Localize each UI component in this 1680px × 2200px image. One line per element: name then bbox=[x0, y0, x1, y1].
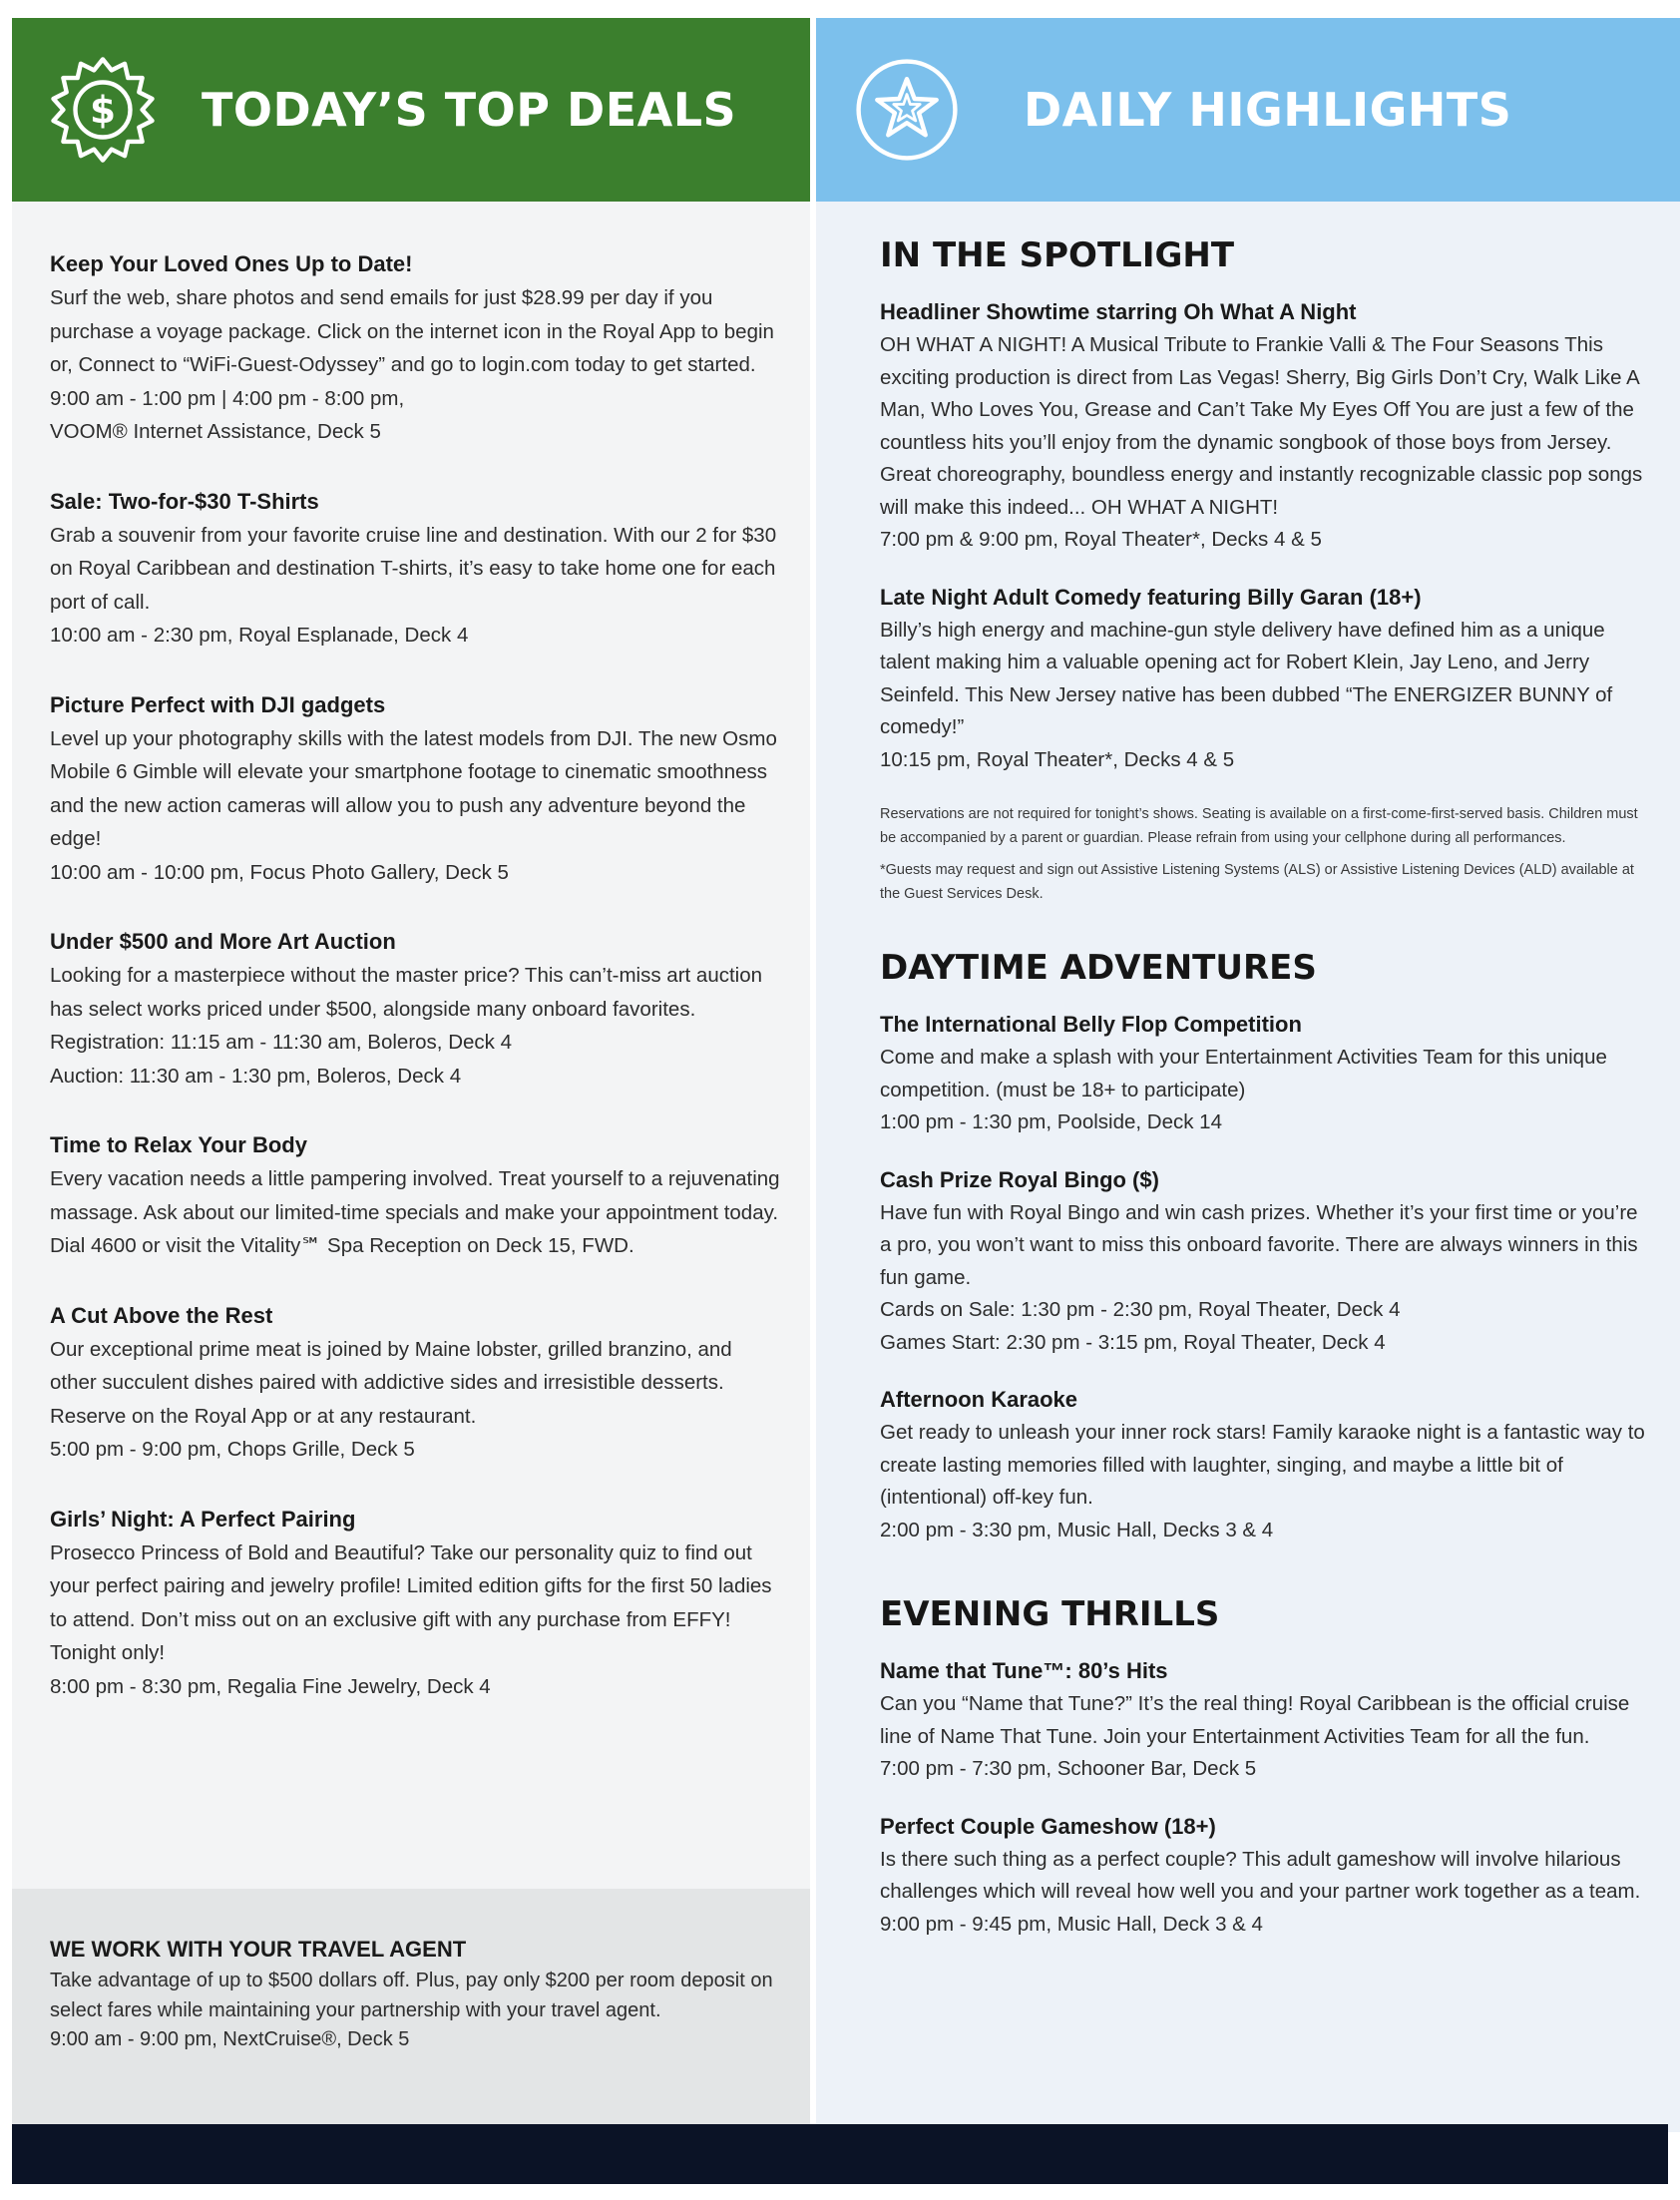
event-title: Keep Your Loved Ones Up to Date! bbox=[50, 251, 413, 276]
event-time-location: 9:00 pm - 9:45 pm, Music Hall, Deck 3 & 4 bbox=[880, 1912, 1263, 1936]
event-title: Picture Perfect with DJI gadgets bbox=[50, 691, 386, 717]
event-time-location: 10:00 am - 2:30 pm, Royal Esplanade, Deck 4 bbox=[50, 624, 469, 647]
event-title: Perfect Couple Gameshow (18+) bbox=[880, 1813, 1216, 1839]
event-time-location: Auction: 11:30 am - 1:30 pm, Boleros, Deck 4 bbox=[50, 1064, 462, 1088]
travel-agent-detail: 9:00 am - 9:00 pm, NextCruise®, Deck 5 bbox=[50, 2028, 410, 2050]
daily-highlights-title: DAILY HIGHLIGHTS bbox=[1024, 83, 1512, 137]
event-item bbox=[50, 690, 780, 890]
event-title: Time to Relax Your Body bbox=[50, 1132, 307, 1157]
travel-agent-body: Take advantage of up to $500 dollars off. Plus, pay only $200 per room deposit on select fares while maintaining your partnership with your travel agent. bbox=[50, 1970, 773, 2021]
event-item bbox=[50, 249, 780, 449]
event-item bbox=[50, 487, 780, 653]
travel-agent-title: WE WORK WITH YOUR TRAVEL AGENT bbox=[50, 1937, 467, 1962]
event-title: Under $500 and More Art Auction bbox=[50, 929, 396, 954]
reservation-note: Reservations are not required for tonight’s shows. Seating is available on a first-come-first-served basis. Children must be accompanied by a parent or guardian. Please refrain from using your cellphone during all performances. bbox=[880, 806, 1638, 846]
event-time-location: Dial 4600 or visit the Vitality℠ Spa Reception on Deck 15, FWD. bbox=[50, 1234, 634, 1257]
evening-list bbox=[880, 1656, 1646, 1941]
event-description: Can you “Name that Tune?” It’s the real thing! Royal Caribbean is the official cruise line of Name That Tune. Join your Entertainment Activities Team for all the fun. bbox=[880, 1692, 1630, 1748]
event-title: A Cut Above the Rest bbox=[50, 1302, 273, 1328]
daily-highlights-banner bbox=[816, 18, 1680, 202]
event-item bbox=[880, 583, 1646, 777]
event-item bbox=[880, 1165, 1646, 1360]
spotlight-heading: IN THE SPOTLIGHT bbox=[880, 235, 1235, 275]
event-time-location: 10:00 am - 10:00 pm, Focus Photo Gallery, Deck 5 bbox=[50, 860, 509, 884]
top-deals-panel bbox=[12, 202, 810, 2120]
top-deals-title: TODAY’S TOP DEALS bbox=[202, 83, 737, 137]
event-title: Late Night Adult Comedy featuring Billy Garan (18+) bbox=[880, 584, 1422, 610]
daytime-heading: DAYTIME ADVENTURES bbox=[880, 948, 1317, 988]
event-item bbox=[880, 297, 1646, 557]
event-time-location: Cards on Sale: 1:30 pm - 2:30 pm, Royal Theater, Deck 4 bbox=[880, 1298, 1401, 1321]
event-item bbox=[50, 1301, 780, 1467]
event-title: Headliner Showtime starring Oh What A Night bbox=[880, 299, 1357, 324]
event-description: Prosecco Princess of Bold and Beautiful? Take our personality quiz to find out your perfect pairing and jewelry profile! Limited edition gifts for the first 50 ladies to attend. Don’t miss out on an exclusive gift with any purchase from EFFY! Tonight only! bbox=[50, 1540, 772, 1664]
event-time-location: 7:00 pm - 7:30 pm, Schooner Bar, Deck 5 bbox=[880, 1757, 1257, 1780]
svg-text:$: $ bbox=[89, 88, 117, 133]
event-title: The International Belly Flop Competition bbox=[880, 1012, 1302, 1037]
event-description: Is there such thing as a perfect couple? This adult gameshow will involve hilarious challenges which will reveal how well you and your partner work together as a team. bbox=[880, 1847, 1641, 1903]
event-description: Level up your photography skills with the latest models from DJI. The new Osmo Mobile 6 Gimble will elevate your smartphone footage to cinematic smoothness and the new action cameras will allow you to push any adventure beyond the edge! bbox=[50, 726, 777, 850]
daytime-list bbox=[880, 1010, 1646, 1546]
event-time-location: 2:00 pm - 3:30 pm, Music Hall, Decks 3 & 4 bbox=[880, 1518, 1274, 1541]
event-title: Sale: Two-for-$30 T-Shirts bbox=[50, 488, 319, 514]
travel-agent-box bbox=[12, 1889, 810, 2145]
event-time-location: Games Start: 2:30 pm - 3:15 pm, Royal Theater, Deck 4 bbox=[880, 1330, 1386, 1354]
event-item bbox=[880, 1656, 1646, 1786]
event-description: Grab a souvenir from your favorite cruise line and destination. With our 2 for $30 on Royal Caribbean and destination T-shirts, it’s easy to take home one for each port of call. bbox=[50, 523, 777, 614]
event-time-location: VOOM® Internet Assistance, Deck 5 bbox=[50, 420, 381, 443]
event-time-location: Registration: 11:15 am - 11:30 am, Boleros, Deck 4 bbox=[50, 1031, 512, 1054]
event-time-location: 1:00 pm - 1:30 pm, Poolside, Deck 14 bbox=[880, 1110, 1222, 1133]
event-title: Name that Tune™: 80’s Hits bbox=[880, 1658, 1168, 1683]
top-deals-banner bbox=[12, 18, 810, 202]
spotlight-list bbox=[880, 297, 1646, 776]
event-description: Get ready to unleash your inner rock stars! Family karaoke night is a fantastic way to create lasting memories filled with laughter, singing, and maybe a little bit of (intentional) off-key fun. bbox=[880, 1421, 1645, 1509]
daily-highlights-panel bbox=[816, 202, 1680, 2132]
event-description: Have fun with Royal Bingo and win cash prizes. Whether it’s your first time or you’re a pro, you won’t want to miss this onboard favorite. There are always winners in this fun game. bbox=[880, 1200, 1638, 1289]
event-item bbox=[50, 1505, 780, 1704]
event-item bbox=[50, 1130, 780, 1263]
event-title: Afternoon Karaoke bbox=[880, 1387, 1078, 1412]
star-circle-icon bbox=[852, 55, 962, 165]
event-description: Come and make a splash with your Entertainment Activities Team for this unique competition. (must be 18+ to participate) bbox=[880, 1046, 1607, 1101]
daily-highlights-column bbox=[816, 18, 1680, 2200]
event-item bbox=[880, 1385, 1646, 1546]
evening-heading: EVENING THRILLS bbox=[880, 1594, 1220, 1634]
event-description: Surf the web, share photos and send emails for just $28.99 per day if you purchase a voyage package. Click on the internet icon in the Royal App to begin or, Connect to “WiFi-Guest-Odyssey” and go to login.com today to get started. bbox=[50, 286, 774, 376]
event-item bbox=[880, 1812, 1646, 1942]
event-description: Our exceptional prime meat is joined by Maine lobster, grilled branzino, and other succulent dishes paired with addictive sides and irresistible desserts. Reserve on the Royal App or at any restaurant. bbox=[50, 1337, 732, 1428]
deals-list bbox=[50, 249, 780, 1703]
event-description: OH WHAT A NIGHT! A Musical Tribute to Frankie Valli & The Four Seasons This exciting production is direct from Las Vegas! Sherry, Big Girls Don’t Cry, Walk Like A Man, Who Loves You, Grease and Can’t Take My Eyes Off You are just a few of the countless hits you’ll enjoy from the dynamic songbook of those boys from Jersey. Great choreography, boundless energy and instantly recognizable classic pop songs will make this indeed... OH WHAT A NIGHT! bbox=[880, 333, 1643, 519]
event-title: Girls’ Night: A Perfect Pairing bbox=[50, 1506, 356, 1532]
footer-bar bbox=[12, 2124, 1668, 2184]
event-description: Every vacation needs a little pampering involved. Treat yourself to a rejuvenating massage. Ask about our limited-time specials and make your appointment today. bbox=[50, 1167, 780, 1224]
event-time-location: 10:15 pm, Royal Theater*, Decks 4 & 5 bbox=[880, 747, 1235, 771]
event-description: Looking for a masterpiece without the master price? This can’t-miss art auction has select works priced under $500, alongside many onboard favorites. bbox=[50, 964, 763, 1021]
event-time-location: 5:00 pm - 9:00 pm, Chops Grille, Deck 5 bbox=[50, 1438, 415, 1461]
dollar-badge-icon bbox=[48, 55, 158, 165]
event-item bbox=[50, 927, 780, 1093]
event-time-location: 8:00 pm - 8:30 pm, Regalia Fine Jewelry, Deck 4 bbox=[50, 1674, 491, 1698]
event-description: Billy’s high energy and machine-gun style delivery have defined him as a unique talent making him a valuable opening act for Robert Klein, Jay Leno, and Jerry Seinfeld. This New Jersey native has been dubbed “The ENERGIZER BUNNY of comedy!” bbox=[880, 618, 1613, 738]
event-title: Cash Prize Royal Bingo ($) bbox=[880, 1166, 1159, 1192]
event-time-location: 9:00 am - 1:00 pm | 4:00 pm - 8:00 pm, bbox=[50, 386, 405, 410]
event-item bbox=[880, 1010, 1646, 1139]
event-time-location: 7:00 pm & 9:00 pm, Royal Theater*, Decks 4 & 5 bbox=[880, 528, 1322, 551]
top-deals-column bbox=[12, 18, 810, 2200]
assistive-listening-note: *Guests may request and sign out Assistive Listening Systems (ALS) or Assistive Listening Devices (ALD) available at the Guest Services Desk. bbox=[880, 862, 1634, 902]
